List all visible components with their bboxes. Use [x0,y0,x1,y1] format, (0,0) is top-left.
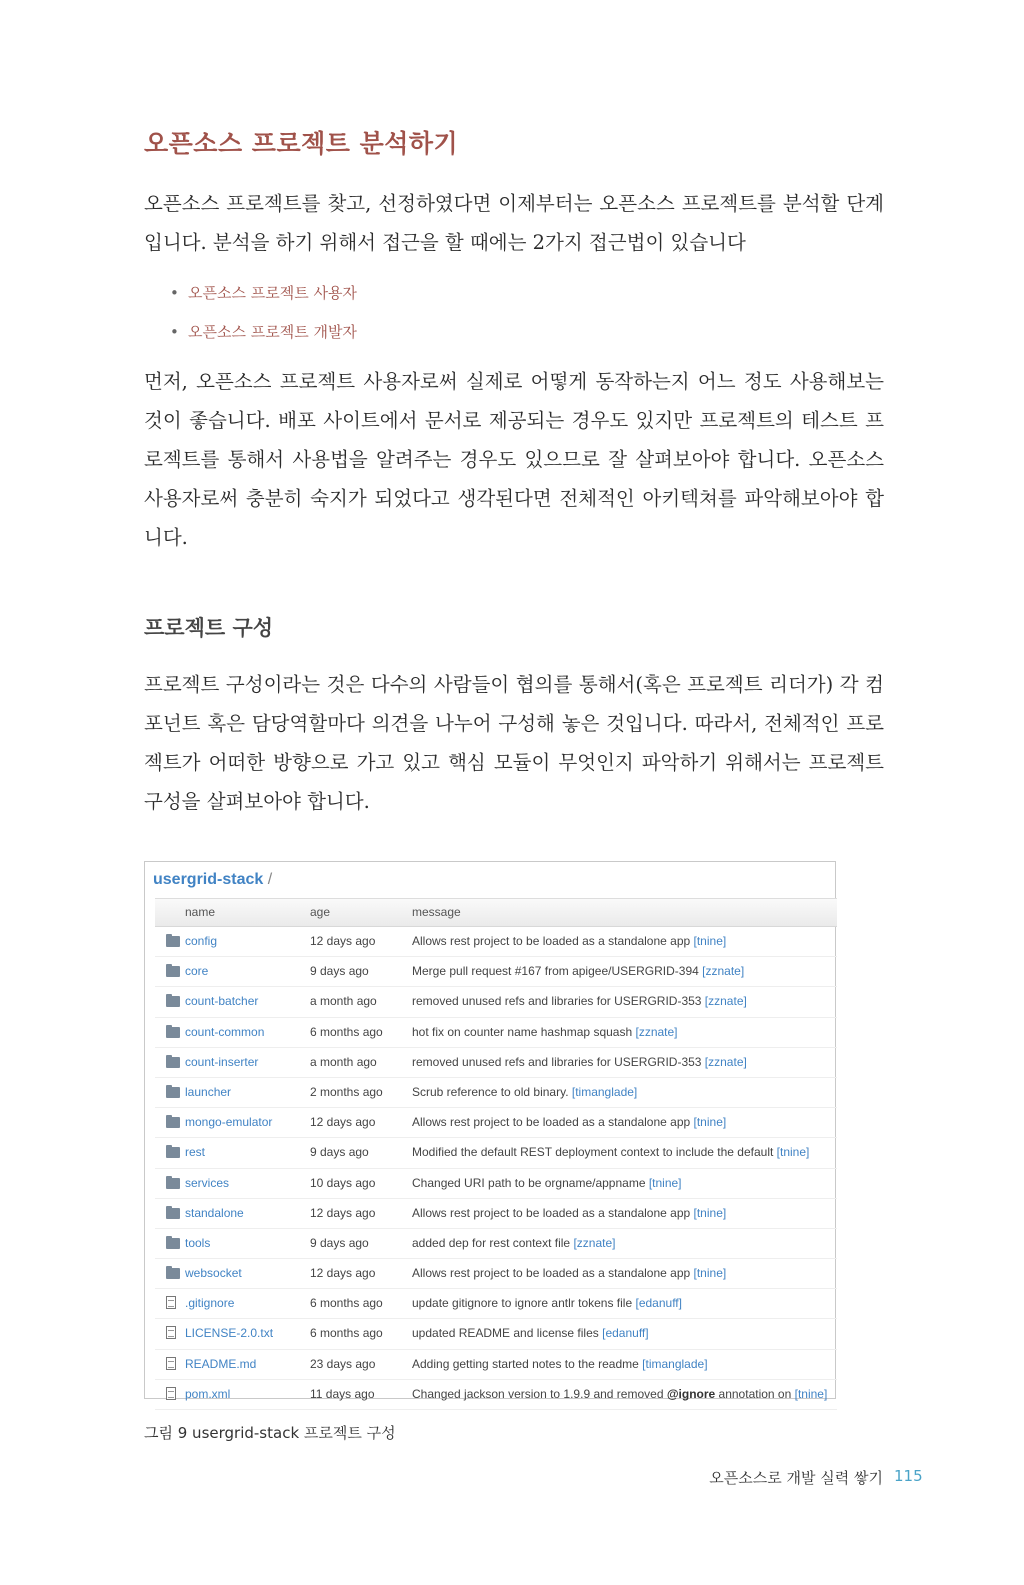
header-age: age [310,905,331,919]
file-name-link[interactable]: count-common [185,1024,265,1039]
commit-author-link[interactable]: [edanuff] [602,1326,649,1341]
table-row[interactable] [155,957,837,987]
file-age: 6 months ago [310,1296,383,1311]
file-age: 11 days ago [310,1386,375,1401]
commit-author-link[interactable]: [zznate] [702,964,745,979]
folder-icon [166,1147,180,1158]
breadcrumb-separator: / [267,871,273,888]
commit-message [412,1259,726,1288]
repo-name-link[interactable]: usergrid-stack [153,871,264,888]
commit-author-link[interactable]: [zznate] [635,1024,678,1039]
commit-message [412,1169,682,1198]
list-item-label: 오픈소스 프로젝트 사용자 [188,284,357,302]
bullet-mark: • [170,284,179,302]
file-age: a month ago [310,1054,377,1069]
commit-author-link[interactable]: [tnine] [794,1386,828,1401]
commit-message-text[interactable]: Adding getting started notes to the readme [412,1356,643,1371]
commit-message-text[interactable]: Allows rest project to be loaded as a standalone app [412,934,694,948]
commit-message-text[interactable]: updated README and license files [412,1326,603,1341]
file-icon [166,1387,176,1400]
file-name-link[interactable]: config [185,934,218,948]
figure-caption: 그림 9 usergrid-stack 프로젝트 구성 [144,1424,396,1442]
table-row[interactable] [155,1380,837,1410]
subsection-title: 프로젝트 구성 [144,616,274,640]
file-name-link[interactable]: websocket [185,1266,242,1281]
file-age: 6 months ago [310,1326,383,1341]
file-age: 6 months ago [310,1024,383,1039]
structure-paragraph: 프로젝트 구성이라는 것은 다수의 사람들이 협의를 통해서(혹은 프로젝트 리더가) 각 컴포넌트 혹은 담당역할마다 의견을 나누어 구성해 놓은 것입니다. 따라서, 전체적인 프로젝트가 어떠한 방향으로 가고 있고 핵심 모듈이 무엇인지 파악하기 위해서는 프로젝트 구성을 살펴보아야 합니다. [144,673,884,813]
file-age: 12 days ago [310,1115,376,1130]
section-title: 오픈소스 프로젝트 분석하기 [144,129,459,158]
table-row[interactable] [155,1319,837,1349]
file-age: 10 days ago [310,1175,376,1190]
table-row[interactable] [155,1169,837,1199]
file-table [155,898,837,1410]
folder-icon [166,966,180,977]
commit-author-link[interactable]: [zznate] [704,1054,747,1069]
commit-message [412,1199,726,1228]
table-row[interactable] [155,1229,837,1259]
file-age: 2 months ago [310,1084,383,1099]
file-name-link[interactable]: pom.xml [185,1386,231,1401]
commit-message-text[interactable]: hot fix on counter name hashmap squash [412,1024,636,1039]
table-row[interactable] [155,1289,837,1319]
folder-icon [166,1178,180,1189]
folder-icon [166,1268,180,1279]
folder-icon [166,1117,180,1128]
folder-icon [166,1057,180,1068]
file-name-link[interactable]: README.md [185,1356,257,1371]
commit-message-text[interactable]: removed unused refs and libraries for USERGRID-353 [412,1054,705,1069]
commit-author-link[interactable]: [zznate] [573,1235,616,1250]
repo-screenshot [144,861,836,1399]
user-paragraph: 먼저, 오픈소스 프로젝트 사용자로써 실제로 어떻게 동작하는지 어느 정도 사용해보는 것이 좋습니다. 배포 사이트에서 문서로 제공되는 경우도 있지만 프로젝트의 테스트 프로젝트를 통해서 사용법을 알려주는 경우도 있으므로 잘 살펴보아야 합니다. 오픈소스 사용자로써 충분히 숙지가 되었다고 생각된다면 전체적인 아키텍쳐를 파악해보아야 합니다. [144,370,884,549]
file-age: 23 days ago [310,1356,376,1371]
table-row[interactable] [155,1199,837,1229]
file-age: a month ago [310,994,377,1009]
bullet-mark: • [170,323,179,341]
file-icon [166,1326,176,1339]
file-icon [166,1357,176,1370]
commit-message [412,1048,747,1077]
commit-message [412,1078,637,1107]
footer-book-title: 오픈소스로 개발 실력 쌓기 [709,1469,883,1487]
file-age: 12 days ago [310,1266,376,1281]
list-item [170,278,357,317]
file-icon [166,1296,176,1309]
commit-message-text[interactable]: Scrub reference to old binary. [412,1084,572,1099]
table-row[interactable] [155,1350,837,1380]
list-item-label: 오픈소스 프로젝트 개발자 [188,323,357,341]
commit-message [412,1018,678,1047]
header-message: message [412,905,461,919]
file-name-link[interactable]: rest [185,1145,206,1160]
commit-message-text[interactable]: Changed URI path to be orgname/appname [412,1175,649,1190]
commit-message [412,957,744,986]
list-item [170,317,357,356]
commit-message [412,1108,726,1137]
file-name-link[interactable]: count-batcher [185,994,259,1009]
commit-message-text[interactable]: Merge pull request #167 from apigee/USERGRID-394 [412,964,703,979]
table-row[interactable] [155,927,837,957]
approach-list [170,278,357,356]
commit-message [412,927,726,956]
file-age: 12 days ago [310,1205,376,1220]
file-age: 9 days ago [310,1145,369,1160]
file-name-link[interactable]: launcher [185,1084,232,1099]
commit-message-text[interactable]: update gitignore to ignore antlr tokens file [412,1296,636,1311]
file-age: 12 days ago [310,934,376,948]
table-row[interactable] [155,1108,837,1138]
file-name-link[interactable]: core [185,964,209,979]
commit-message-text[interactable]: Modified the default REST deployment context to include the default [412,1145,777,1160]
commit-author-link[interactable]: [timanglade] [642,1356,708,1371]
commit-message-text[interactable]: removed unused refs and libraries for USERGRID-353 [412,994,705,1009]
intro-paragraph: 오픈소스 프로젝트를 찾고, 선정하였다면 이제부터는 오픈소스 프로젝트를 분석할 단계입니다. 분석을 하기 위해서 접근을 할 때에는 2가지 접근법이 있습니다 [144,192,884,254]
file-age: 9 days ago [310,964,369,979]
commit-author-link[interactable]: [tnine] [648,1175,682,1190]
folder-icon [166,1208,180,1219]
commit-message-text[interactable]: Allows rest project to be loaded as a standalone app [412,1115,694,1130]
folder-icon [166,1027,180,1038]
commit-message [412,1380,827,1409]
commit-author-link[interactable]: [tnine] [776,1145,810,1160]
commit-message-text[interactable]: Changed jackson version to 1.9.9 and removed [412,1386,667,1401]
commit-author-link[interactable]: [tnine] [693,1115,727,1130]
file-name-link[interactable]: tools [185,1235,211,1250]
commit-message [412,1319,649,1348]
file-name-link[interactable]: .gitignore [185,1296,235,1311]
commit-message-text[interactable]: Allows rest project to be loaded as a standalone app [412,1266,694,1281]
commit-author-link[interactable]: [tnine] [693,1205,727,1220]
folder-icon [166,1087,180,1098]
table-row[interactable] [155,1018,837,1048]
file-name-link[interactable]: count-inserter [185,1054,259,1069]
table-row[interactable] [155,987,837,1017]
folder-icon [166,936,180,947]
annotation-name: @ignore [666,1386,716,1401]
commit-author-link[interactable]: [edanuff] [635,1296,682,1311]
page-number: 115 [894,1467,923,1485]
file-name-link[interactable]: mongo-emulator [185,1115,273,1130]
table-row[interactable] [155,1138,837,1168]
commit-author-link[interactable]: [tnine] [693,934,727,948]
table-row[interactable] [155,1048,837,1078]
repo-breadcrumb [153,871,272,889]
commit-message [412,987,747,1016]
table-row[interactable] [155,1259,837,1289]
commit-author-link[interactable]: [timanglade] [571,1084,638,1099]
commit-message [412,1229,615,1258]
commit-message-text[interactable]: added dep for rest context file [412,1235,574,1250]
file-name-link[interactable]: services [185,1175,230,1190]
folder-icon [166,996,180,1007]
commit-author-link[interactable]: [tnine] [693,1266,727,1281]
file-name-link[interactable]: LICENSE-2.0.txt [185,1326,274,1341]
table-header [155,899,837,927]
commit-message [412,1350,708,1379]
commit-author-link[interactable]: [zznate] [704,994,747,1009]
file-name-link[interactable]: standalone [185,1205,244,1220]
folder-icon [166,1238,180,1249]
table-row[interactable] [155,1078,837,1108]
commit-message [412,1138,809,1167]
commit-message-text[interactable]: Allows rest project to be loaded as a standalone app [412,1205,694,1220]
commit-message [412,1289,682,1318]
header-name: name [185,905,216,919]
commit-message-tail: annotation on [715,1386,795,1401]
file-age: 9 days ago [310,1235,369,1250]
